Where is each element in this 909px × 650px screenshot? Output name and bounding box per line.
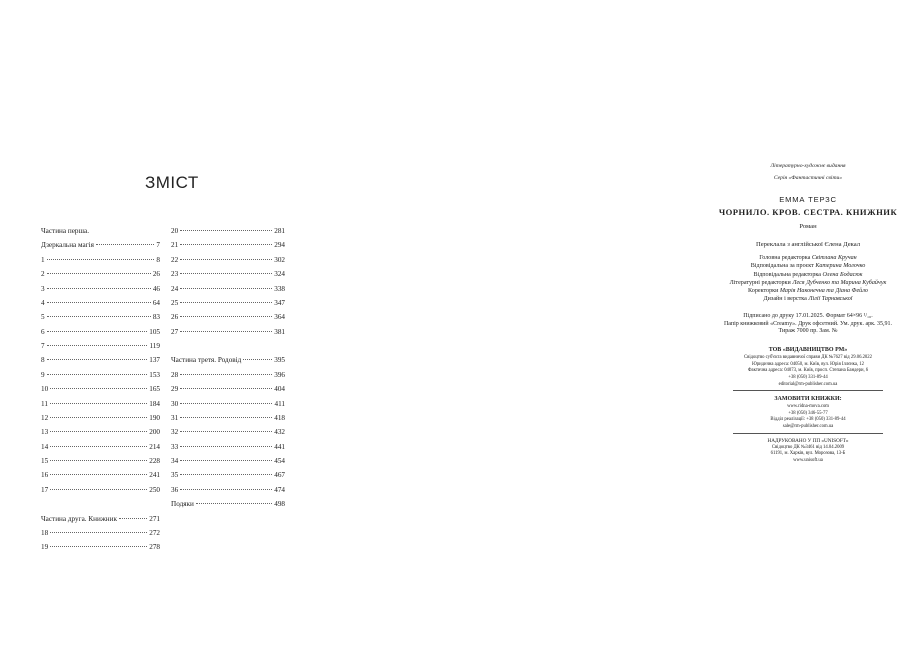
- technical-details: [707, 313, 909, 336]
- contents-entry-label: 23: [171, 270, 179, 279]
- dot-leader: [180, 244, 272, 245]
- book-genre: Роман: [799, 223, 817, 230]
- contents-entry: [171, 238, 285, 252]
- order-line: sale@rm-publisher.com.ua: [782, 423, 834, 429]
- contents-entry: [41, 224, 160, 238]
- credit-name: Лілії Тарнавської: [808, 296, 853, 303]
- contents-entry-label: 9: [41, 370, 45, 379]
- contents-entry: [41, 253, 160, 267]
- contents-entry-label: 12: [41, 413, 49, 422]
- contents-entry: [41, 296, 160, 310]
- contents-entry-page: 474: [274, 485, 285, 494]
- contents-entry: [41, 526, 160, 540]
- dot-leader: [50, 417, 147, 418]
- publisher-name: ТОВ «ВИДАВНИЦТВО РМ»: [768, 347, 848, 354]
- dot-leader: [50, 388, 147, 389]
- contents-entry-page: 241: [149, 471, 160, 480]
- contents-entry-page: 347: [274, 298, 285, 307]
- credit-role: Коректорки: [748, 288, 779, 295]
- dot-leader: [47, 302, 151, 303]
- contents-entry-page: 381: [274, 327, 285, 336]
- dot-leader: [47, 273, 151, 274]
- contents-entry-label: 27: [171, 327, 179, 336]
- contents-entry-page: 302: [274, 255, 285, 264]
- contents-entry-page: 324: [274, 270, 285, 279]
- contents-entry-label: 13: [41, 428, 49, 437]
- contents-entry-label: 11: [41, 399, 48, 408]
- dot-leader: [180, 403, 272, 404]
- contents-entry: [171, 296, 285, 310]
- technical-line: Підписано до друку 17.01.2025. Формат 64×96 ¹/₁₆.: [743, 312, 873, 319]
- contents-entry-label: 35: [171, 471, 179, 480]
- contents-entry-label: 16: [41, 471, 49, 480]
- dot-leader: [180, 273, 272, 274]
- contents-entry-page: 64: [152, 298, 160, 307]
- dot-leader: [180, 288, 272, 289]
- contents-spacer: [41, 497, 160, 511]
- dot-leader: [180, 417, 272, 418]
- contents-entry-label: 32: [171, 428, 179, 437]
- contents-entry-label: 5: [41, 313, 45, 322]
- credit-line: [707, 287, 909, 295]
- contents-entry: [171, 440, 285, 454]
- dot-leader: [50, 546, 147, 547]
- dot-leader: [180, 474, 272, 475]
- credit-line: [707, 271, 909, 279]
- contents-entry-page: 418: [274, 413, 285, 422]
- contents-column-right: [171, 224, 285, 512]
- contents-entry: [41, 483, 160, 497]
- dot-leader: [180, 431, 272, 432]
- contents-entry: [171, 454, 285, 468]
- dot-leader: [180, 259, 272, 260]
- contents-entry: [171, 368, 285, 382]
- contents-entry-label: 3: [41, 284, 45, 293]
- contents-entry-label: 33: [171, 442, 179, 451]
- publisher-line: Юридична адреса: 04050, м. Київ, вул. Юрія Іллєнка, 12: [752, 361, 864, 367]
- contents-entry-page: 46: [152, 284, 160, 293]
- contents-entry-label: 7: [41, 342, 45, 350]
- contents-entry-label: 10: [41, 385, 49, 394]
- dot-leader: [47, 316, 151, 317]
- dot-leader: [50, 532, 147, 533]
- series-name: Серія «Фантастичні світи»: [773, 175, 843, 181]
- credit-role: Відповідальна редакторка: [753, 271, 821, 278]
- contents-entry: [41, 238, 160, 252]
- credit-role: Дизайн і верстка: [763, 296, 807, 303]
- contents-entry: [41, 454, 160, 468]
- contents-entry-page: 411: [274, 399, 285, 408]
- contents-entry-page: 7: [156, 241, 160, 250]
- contents-entry-page: 278: [149, 543, 160, 552]
- contents-entry-page: 214: [149, 442, 160, 451]
- dot-leader: [180, 388, 272, 389]
- divider: [733, 433, 883, 434]
- contents-entry-label: 1: [41, 255, 45, 264]
- contents-entry-label: 31: [171, 413, 179, 422]
- translator-line: Переклала з англійської Єлена Декал: [755, 241, 861, 248]
- contents-entry-page: 271: [149, 514, 160, 523]
- contents-entry-page: 281: [274, 227, 285, 235]
- contents-entry-label: 19: [41, 543, 49, 552]
- contents-entry-label: 29: [171, 385, 179, 394]
- printer-line: Свідоцтво ДК №3461 від 14.04.2009: [771, 444, 845, 450]
- contents-entry: [171, 411, 285, 425]
- contents-entry: [171, 267, 285, 281]
- dot-leader: [180, 489, 272, 490]
- contents-entry-label: 25: [171, 298, 179, 307]
- dot-leader: [196, 503, 272, 504]
- dot-leader: [47, 259, 155, 260]
- contents-entry-label: 14: [41, 442, 49, 451]
- contents-entry: [171, 397, 285, 411]
- book-author: ЕММА ТЕРЗС: [779, 195, 837, 204]
- contents-entry-label: Частина друга. Книжник: [41, 514, 117, 523]
- order-line: www.ridna-mova.com: [787, 404, 829, 410]
- credit-role: Літературні редакторки: [729, 279, 791, 286]
- contents-entry: [41, 267, 160, 281]
- order-line: Відділ реалізації: +38 (050) 331-89-44: [770, 417, 846, 423]
- contents-entry-page: 8: [156, 255, 160, 264]
- contents-entry-label: 26: [171, 313, 179, 322]
- contents-entry: [41, 353, 160, 367]
- imprint-block: [707, 160, 909, 464]
- contents-entry: [171, 224, 285, 238]
- dot-leader: [119, 518, 147, 519]
- contents-entry-page: 454: [274, 457, 285, 465]
- contents-entry-page: 137: [149, 356, 160, 365]
- dot-leader: [50, 403, 147, 404]
- contents-entry-label: Дзеркальна магія: [41, 241, 94, 250]
- contents-entry-label: 2: [41, 270, 45, 279]
- contents-page: [0, 0, 325, 650]
- contents-entry-page: 467: [274, 471, 285, 480]
- order-line: +38 (050) 346-55-77: [788, 410, 828, 416]
- contents-entry-page: 396: [274, 370, 285, 379]
- contents-entry-page: 153: [149, 370, 160, 379]
- contents-entry-page: 338: [274, 284, 285, 293]
- contents-column-left: [41, 224, 160, 555]
- dot-leader: [50, 446, 147, 447]
- credit-name: Олена Бодасюк: [822, 271, 863, 278]
- contents-entry: [171, 325, 285, 339]
- contents-entry: [171, 282, 285, 296]
- contents-entry-page: 250: [149, 485, 160, 494]
- contents-entry-page: 165: [149, 385, 160, 394]
- contents-entry: [41, 512, 160, 526]
- credit-role: Відповідальна за проєкт: [750, 263, 814, 270]
- contents-entry-page: 119: [149, 342, 160, 350]
- dot-leader: [180, 230, 272, 231]
- dot-leader: [47, 359, 148, 360]
- dot-leader: [180, 331, 272, 332]
- contents-entry: [41, 282, 160, 296]
- book-title: ЧОРНИЛО. КРОВ. СЕСТРА. КНИЖНИК: [718, 207, 898, 217]
- publisher-line: Свідоцтво суб'єкта видавничої справи ДК №7627 від 29.06.2022: [744, 355, 872, 361]
- credit-name: Марія Наконечна та Діана Фейло: [779, 288, 868, 295]
- contents-entry-page: 441: [274, 442, 285, 451]
- contents-entry-label: 8: [41, 356, 45, 365]
- contents-entry: [41, 382, 160, 396]
- contents-entry-page: 498: [274, 500, 285, 509]
- technical-line: Тираж 7000 пр. Зам. №: [778, 328, 838, 335]
- contents-entry-label: Частина перша.: [41, 227, 90, 235]
- dot-leader: [180, 302, 272, 303]
- publisher-line: Фактична адреса: 04073, м. Київ, просп. Степана Бандери, 6: [747, 368, 869, 374]
- contents-entry-label: 36: [171, 485, 179, 494]
- contents-entry: [41, 468, 160, 482]
- contents-entry-page: 105: [149, 327, 160, 336]
- contents-entry: [41, 397, 160, 411]
- dot-leader: [50, 460, 147, 461]
- contents-entry-page: 294: [274, 241, 285, 250]
- contents-entry-label: 17: [41, 485, 49, 494]
- printer-line: www.unisoft.ua: [793, 457, 823, 463]
- contents-title: ЗМІСТ: [145, 173, 199, 192]
- contents-entry-label: 30: [171, 399, 179, 408]
- credit-role: Головна редакторка: [759, 255, 811, 261]
- contents-entry-page: 404: [274, 385, 285, 394]
- contents-entry-label: 18: [41, 528, 49, 537]
- dot-leader: [180, 460, 272, 461]
- credit-line: [707, 262, 909, 270]
- contents-entry: [41, 368, 160, 382]
- dot-leader: [50, 431, 147, 432]
- contents-entry-page: 272: [149, 528, 160, 537]
- contents-entry: [171, 497, 285, 511]
- contents-entry: [171, 353, 285, 367]
- contents-entry: [171, 468, 285, 482]
- dot-leader: [47, 331, 148, 332]
- contents-entry-label: 15: [41, 457, 49, 465]
- contents-entry: [41, 411, 160, 425]
- contents-entry: [171, 425, 285, 439]
- contents-entry-page: 228: [149, 457, 160, 465]
- dot-leader: [47, 345, 148, 346]
- publisher-line: editorial@rm-publisher.com.ua: [778, 381, 838, 387]
- contents-entry-page: 395: [274, 356, 285, 365]
- dot-leader: [50, 474, 147, 475]
- contents-entry-label: Частина третя. Родовід: [171, 356, 242, 365]
- credit-name: Катерина Молочко: [815, 263, 866, 270]
- contents-entry: [41, 339, 160, 353]
- dot-leader: [180, 446, 272, 447]
- printer-heading: НАДРУКОВАНО У ПП «UNISOFT»: [767, 437, 849, 444]
- contents-entry-label: 34: [171, 457, 179, 465]
- dot-leader: [47, 288, 151, 289]
- contents-entry-label: 6: [41, 327, 45, 336]
- contents-entry-label: 24: [171, 284, 179, 293]
- credits-list: [707, 254, 909, 304]
- contents-entry-label: Подяки: [171, 500, 194, 509]
- contents-entry: [41, 440, 160, 454]
- credit-name: Світлана Кручан: [811, 255, 857, 261]
- imprint-page: [325, 0, 898, 650]
- contents-entry-page: 83: [152, 313, 160, 322]
- contents-entry: [171, 382, 285, 396]
- contents-spacer: [171, 339, 285, 353]
- contents-entry: [41, 425, 160, 439]
- contents-entry-label: 28: [171, 370, 179, 379]
- contents-entry-page: 432: [274, 428, 285, 437]
- contents-entry-label: 20: [171, 227, 179, 235]
- contents-entry-label: 22: [171, 255, 179, 264]
- contents-entry: [171, 483, 285, 497]
- contents-entry-page: 364: [274, 313, 285, 322]
- order-heading: ЗАМОВИТИ КНИЖКИ:: [774, 396, 842, 403]
- dot-leader: [243, 359, 272, 360]
- dot-leader: [180, 316, 272, 317]
- credit-line: [707, 295, 909, 303]
- dot-leader: [180, 374, 272, 375]
- contents-entry: [41, 325, 160, 339]
- contents-entry-page: 200: [149, 428, 160, 437]
- publisher-line: +38 (050) 331-89-44: [788, 374, 828, 380]
- credit-line: [707, 254, 909, 262]
- contents-entry-label: 4: [41, 298, 45, 307]
- divider: [733, 390, 883, 391]
- printer-line: 61191, м. Харків, вул. Морозова, 13-Б: [770, 451, 846, 457]
- technical-line: Папір книжковий «Creamy». Друк офсетний. Ум. друк. арк. 35,91.: [723, 320, 893, 327]
- edition-type: Літературно-художнє видання: [770, 163, 846, 169]
- contents-entry: [41, 310, 160, 324]
- contents-entry-page: 184: [149, 399, 160, 408]
- contents-entry: [171, 253, 285, 267]
- contents-entry-page: 26: [152, 270, 160, 279]
- credit-name: Леся Дубченко та Марина Кубайчук: [792, 279, 887, 286]
- contents-entry: [171, 310, 285, 324]
- dot-leader: [47, 374, 148, 375]
- contents-entry-label: 21: [171, 241, 179, 250]
- credit-line: [707, 279, 909, 287]
- dot-leader: [50, 489, 147, 490]
- contents-entry: [41, 540, 160, 554]
- dot-leader: [96, 244, 154, 245]
- contents-entry-page: 190: [149, 413, 160, 422]
